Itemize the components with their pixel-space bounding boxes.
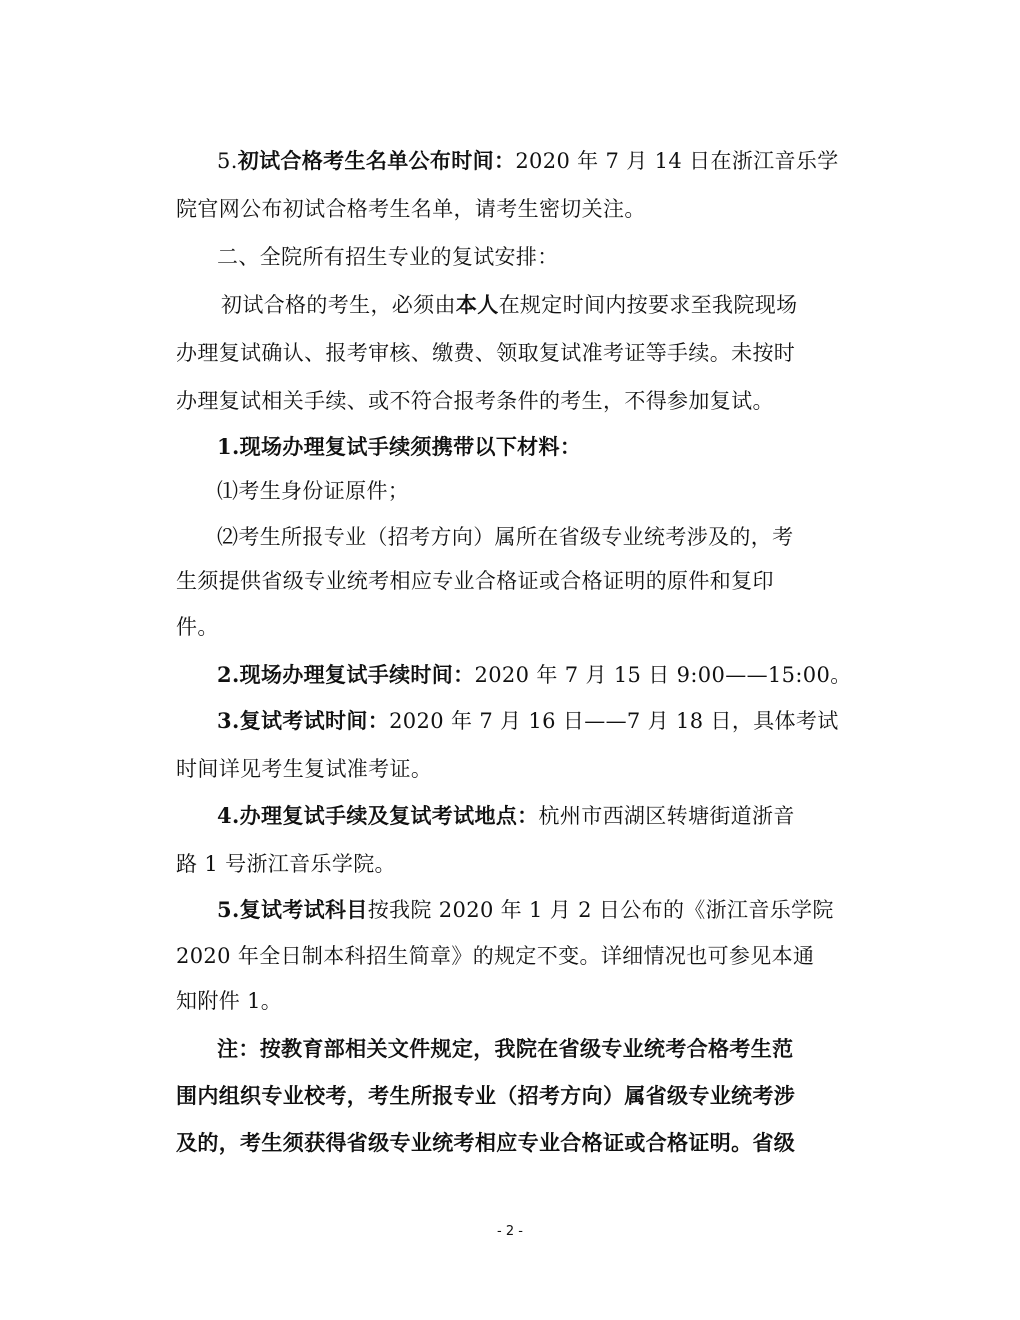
item-text: 2020 年 7 月 15 日 9:00——15:00。 xyxy=(474,663,852,687)
page-number: - 2 - xyxy=(497,1224,523,1239)
item-heading: 4.办理复试手续及复试考试地点： xyxy=(217,803,539,828)
item-5-line-2: 2020 年全日制本科招生简章》的规定不变。详细情况也可参见本通 xyxy=(176,944,815,968)
item-heading: 5.复试考试科目 xyxy=(217,897,368,922)
item-text: 2020 年 7 月 14 日在浙江音乐学 xyxy=(515,149,839,173)
item-text: 2020 年 7 月 16 日——7 月 18 日，具体考试 xyxy=(389,709,839,733)
item-text: 按我院 2020 年 1 月 2 日公布的《浙江音乐学院 xyxy=(367,898,834,922)
item-5-line-1 xyxy=(217,895,834,925)
intro-text-a: 初试合格的考生，必须由 xyxy=(221,293,456,317)
item-4-line-2: 路 1 号浙江音乐学院。 xyxy=(176,852,396,876)
paragraph-5-line-1 xyxy=(217,146,839,176)
item-1-sub-2-line-1: ⑵考生所报专业（招考方向）属所在省级专业统考涉及的，考 xyxy=(217,525,794,549)
item-number: 5. xyxy=(217,149,238,173)
section-heading-2: 二、全院所有招生专业的复试安排： xyxy=(217,245,559,269)
item-1-sub-2-line-2: 生须提供省级专业统考相应专业合格证或合格证明的原件和复印 xyxy=(176,569,774,593)
item-1-sub-2-line-3: 件。 xyxy=(176,615,219,639)
intro-line-2: 办理复试确认、报考审核、缴费、领取复试准考证等手续。未按时 xyxy=(176,341,796,365)
item-1-sub-1: ⑴考生身份证原件； xyxy=(217,479,410,503)
item-3-line-2: 时间详见考生复试准考证。 xyxy=(176,757,433,781)
item-5-line-3: 知附件 1。 xyxy=(176,989,283,1013)
item-2 xyxy=(217,660,852,690)
item-heading: 2.现场办理复试手续时间： xyxy=(217,662,475,687)
item-heading: 3.复试考试时间： xyxy=(217,708,390,733)
note-line-1: 注：按教育部相关文件规定，我院在省级专业统考合格考生范 xyxy=(217,1036,794,1061)
note-line-3: 及的，考生须获得省级专业统考相应专业合格证或合格证明。省级 xyxy=(176,1130,796,1155)
intro-line-1 xyxy=(221,290,797,320)
intro-text-c: 在规定时间内按要求至我院现场 xyxy=(498,293,798,317)
item-text: 杭州市西湖区转塘街道浙音 xyxy=(538,804,795,828)
paragraph-5-line-2: 院官网公布初试合格考生名单，请考生密切关注。 xyxy=(176,197,646,221)
item-1-heading: 1.现场办理复试手续须携带以下材料： xyxy=(217,434,582,459)
intro-line-3: 办理复试相关手续、或不符合报考条件的考生，不得参加复试。 xyxy=(176,389,774,413)
item-3-line-1 xyxy=(217,706,839,736)
item-4-line-1 xyxy=(217,801,795,831)
item-heading: 初试合格考生名单公布时间： xyxy=(237,148,516,173)
note-line-2: 围内组织专业校考，考生所报专业（招考方向）属省级专业统考涉 xyxy=(176,1083,796,1108)
intro-emphasis: 本人 xyxy=(455,292,499,317)
